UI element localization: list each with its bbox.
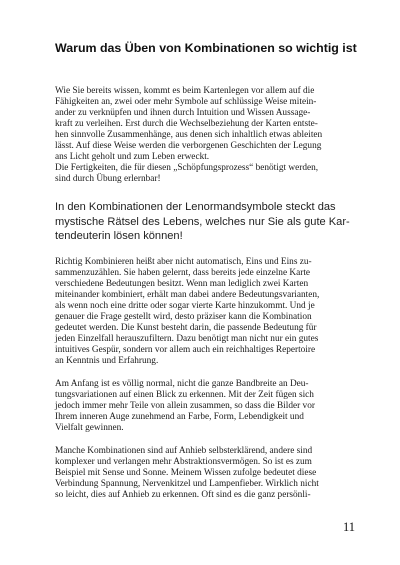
- text-line: ander zu verknüpfen und ihnen durch Intuition und Wissen Aussage-: [55, 108, 311, 118]
- paragraph-intro: [55, 86, 355, 185]
- text-line: kraft zu verleihen. Erst durch die Wechselbeziehung der Karten entste-: [55, 119, 318, 129]
- text-line: Fähigkeiten an, zwei oder mehr Symbole auf schlüssige Weise mitein-: [55, 97, 317, 107]
- text-line: genauer die Frage gestellt wird, desto präziser kann die Kombination: [55, 312, 312, 322]
- text-line: hen sinnvolle Zusammenhänge, aus denen sich inhaltlich etwas ableiten: [55, 130, 323, 140]
- text-line: Beispiel mit Sense und Sonne. Meinem Wissen zufolge bedeutet diese: [55, 468, 317, 478]
- page-number: 11: [342, 520, 355, 534]
- callout-line: In den Kombinationen der Lenormandsymbole steckt das: [55, 201, 336, 213]
- text-line: so leicht, dies auf Anhieb zu erkennen. Oft sind es die ganz persönli-: [55, 490, 311, 500]
- text-line: Am Anfang ist es völlig normal, nicht die ganze Bandbreite an Deu-: [55, 379, 309, 389]
- text-line: tungsvariationen auf einen Blick zu erkennen. Mit der Zeit fügen sich: [55, 390, 314, 400]
- callout-line: mystische Rätsel des Lebens, welches nur Sie als gute Kar-: [55, 215, 350, 228]
- text-line: Wie Sie bereits wissen, kommt es beim Kartenlegen vor allem auf die: [55, 86, 315, 96]
- text-line: miteinander kombiniert, erhält man dabei andere Bedeutungsvarianten,: [55, 290, 320, 300]
- text-line: jedoch immer mehr Teile von allein zusammen, so dass die Bilder vor: [55, 401, 315, 411]
- text-line: sind durch Übung erlernbar!: [55, 174, 161, 184]
- text-line: als wenn noch eine dritte oder sogar vierte Karte hinzukommt. Und je: [55, 301, 315, 311]
- text-line: an Kenntnis und Erfahrung.: [55, 356, 159, 366]
- text-line: Die Fertigkeiten, die für diesen „Schöpfungsprozess“ benötigt werden,: [55, 163, 319, 173]
- text-line: komplexer und verlangen mehr Abstraktionsvermögen. So ist es zum: [55, 457, 312, 467]
- text-line: verschiedene Bedeutungen besitzt. Wenn man lediglich zwei Karten: [55, 279, 309, 289]
- section-heading: Warum das Üben von Kombinationen so wichtig ist: [55, 41, 357, 55]
- text-line: jeden Einzelfall herauszufiltern. Dazu benötigt man nicht nur ein gutes: [55, 334, 319, 344]
- paragraph-examples: [55, 446, 355, 501]
- text-line: Verbindung Spannung, Nervenkitzel und Lampenfieber. Wirklich nicht: [55, 479, 319, 489]
- text-line: Richtig Kombinieren heißt aber nicht automatisch, Eins und Eins zu-: [55, 257, 312, 267]
- callout-line: tendeuterin lösen können!: [55, 230, 183, 242]
- text-line: gedeutet werden. Die Kunst besteht darin, die passende Bedeutung für: [55, 323, 317, 333]
- text-line: lässt. Auf diese Weise werden die verborgenen Geschichten der Legung: [55, 141, 322, 151]
- text-line: Ihrem inneren Auge zunehmend an Farbe, Form, Lebendigkeit und: [55, 412, 304, 422]
- text-line: intuitives Gespür, sondern vor allem auch ein reichhaltiges Repertoire: [55, 345, 316, 355]
- text-line: Vielfalt gewinnen.: [55, 423, 124, 433]
- text-line: sammenzuzählen. Sie haben gelernt, dass bereits jede einzelne Karte: [55, 268, 311, 278]
- paragraph-beginning: [55, 379, 355, 434]
- text-line: ans Licht geholt und zum Leben erweckt.: [55, 152, 210, 162]
- paragraph-combining: [55, 257, 355, 367]
- text-line: Manche Kombinationen sind auf Anhieb selbsterklärend, andere sind: [55, 446, 313, 456]
- highlight-callout: [55, 200, 355, 244]
